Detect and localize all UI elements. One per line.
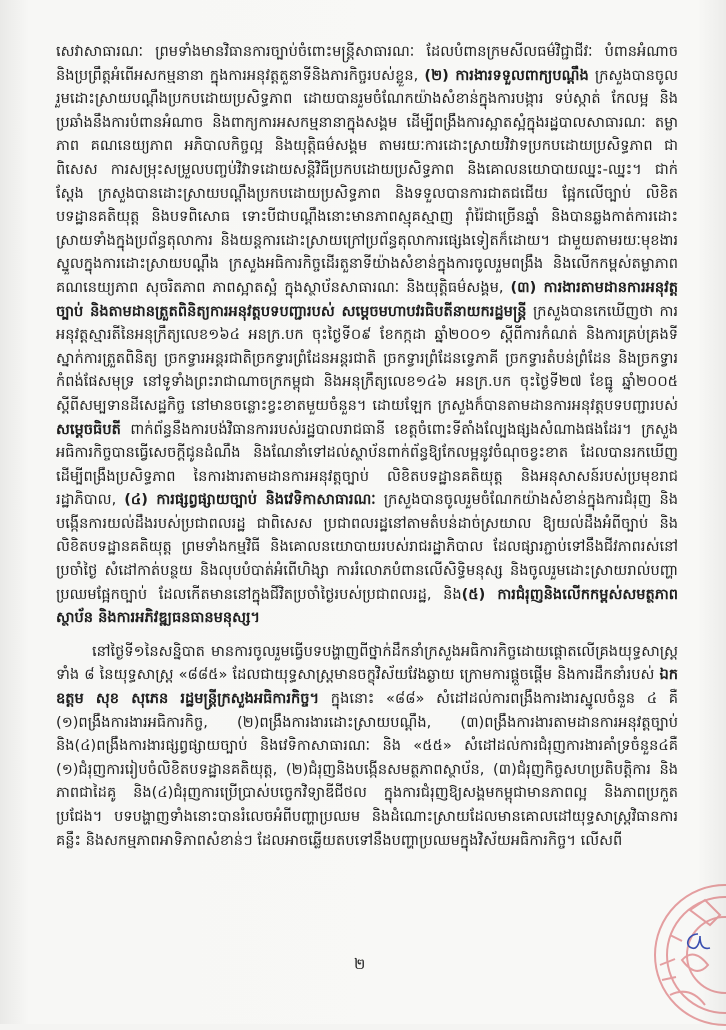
text-run: ក្រសួងបានចូលរួមចំណែកយ៉ាងសំខាន់ក្នុងការជំរុញ និងបង្កើនការយល់ដឹងរបស់ប្រជាពលរដ្ឋ ជាពិសេស ប្រជាពលរដ្ឋនៅតាមតំបន់ដាច់ស្រយាល ឱ្យយល់ដឹងអំពីច្បាប់ និងលិខិតបទដ្ឋានគតិយុត្ត ព្រមទាំងកម្មវិធី និងគោលនយោបាយរបស់រាជរដ្ឋាភិបាល ដែលផ្សារភ្ជាប់ទៅនឹងជីវភាពរស់នៅប្រចាំថ្ងៃ សំដៅកាត់បន្ថយ និងលុបបំបាត់អំពើហិង្សា ការរំលោភបំពានលើសិទ្ធិមនុស្ស និងចូលរួមដោះស្រាយរាល់បញ្ហាប្រឈមផ្អែកច្បាប់ ដែលកើតមាននៅក្នុងជីវិតប្រចាំថ្ងៃរបស់ប្រជាពលរដ្ឋ, និង [56, 491, 678, 603]
bold-heading-run: (៤) ការផ្សព្វផ្សាយច្បាប់ និងវេទិកាសាធារណៈ [124, 491, 376, 509]
text-run: នៅថ្ងៃទី១នៃសន្និបាត មានការចូលរួមធ្វើបទបង្ហាញពីថ្នាក់ដឹកនាំក្រសួងអធិការកិច្ចដោយផ្តោតលើគ្រងយុទ្ធសាស្ត្រទាំង ៨ នៃយុទ្ធសាស្ត្រ «៨៨៥» ដែលជាយុទ្ធសាស្ត្រមានចក្ខុវិស័យវែងឆ្ងាយ ក្រោមការផ្តួចផ្តើម និងការដឹកនាំរបស់ [56, 642, 678, 684]
text-run: សេវាសាធារណៈ ព្រមទាំងមានវិធានការច្បាប់ចំពោះមន្ត្រីសាធារណៈ ដែលបំពានក្រមសីលធម៌វិជ្ជាជីវៈ បំពានអំណាច និងប្រព្រឹត្តអំពើអសកម្មនានា ក្នុងការអនុវត្តតួនាទីនិងភារកិច្ចរបស់ខ្លួន, [56, 43, 678, 84]
bold-heading-run: (៣) ការងារតាមដានការអនុវត្តច្បាប់ និងតាមដានត្រួតពិនិត្យការអនុវត្តបទបញ្ជារបស់ សម្តេចមហាបវរធិបតីនាយករដ្ឋមន្ត្រី [56, 278, 678, 320]
bold-heading-run: (២) ការងារទទួលពាក្យបណ្តឹង [424, 66, 589, 84]
text-run: ក្រសួងបានចូលរួមដោះស្រាយបណ្តឹងប្រកបដោយប្រសិទ្ធភាព ដោយបានរួមចំណែកយ៉ាងសំខាន់ក្នុងការបង្ការ ទប់ស្កាត់ កែលម្អ និង ប្រឆាំងនឹងការបំពានអំណាច និងពាក្យការអសកម្មនានាក្នុងសង្គម ដើម្បីពង្រឹងការស្អាតស្អំក្នុងរដ្ឋបាលសាធារណៈ តម្លាភាព គណនេយ្យភាព អភិបាលកិច្ចល្អ និងយុត្តិធម៌សង្គម តាមរយៈការដោះស្រាយវិវាទប្រកបដោយប្រសិទ្ធភាព ជាពិសេស ការសម្រុះសម្រួលបញ្ចប់វិវាទដោយសន្តិវិធីប្រកបដោយប្រសិទ្ធភាព និងគោលនយោបាយឈ្នះ-ឈ្នះ។ ជាក់ស្តែង ក្រសួងបានដោះស្រាយបណ្តឹងប្រកបដោយប្រសិទ្ធភាព និងទទួលបានការជាតជជើយ ផ្អែកលើច្បាប់ លិខិតបទដ្ឋានគតិយុត្ត និងបទពិសោធ ទោះបីជាបណ្តឹងនោះមានភាពស្មុគស្មាញ រ៉ាំរ៉ៃជាច្រើនឆ្នាំ និងបានឆ្លងកាត់ការដោះស្រាយទាំងក្នុងប្រព័ន្ធតុលាការ និងយន្តការដោះស្រាយក្រៅប្រព័ន្ធតុលាការផ្សេងទៀតក៏ដោយ។ ជាមួយតាមរយៈមុខងារស្នួលក្នុងការដោះស្រាយបណ្តឹង ក្រសួងអធិការកិច្ចដើរតួនាទីយ៉ាងសំខាន់ក្នុងការចូលរួមពង្រឹង និងលើកកម្ពស់តម្លាភាព គណនេយ្យភាព សុចរិតភាព ភាពស្អាតស្អំ ក្នុងស្ថាប័នសាធារណៈ និងយុត្តិធម៌សង្គម, [56, 66, 678, 296]
text-run: ក្រសួងបានកេឃើញថា ការអនុវត្តស្មារតីនៃអនុក្រឹត្យលេខ១៦៤ អនក្រ.បក ចុះថ្ងៃទី០៩ ខែកក្កដា ឆ្នាំ២០០១ ស្តីពីការកំណត់ និងការគ្រប់គ្រងទីស្នាក់ការត្រួតពិនិត្យ ច្រកទ្វារអន្តរជាតិច្រកទ្វារព្រំដែនអន្តរជាតិ ច្រកទ្វារព្រំដែនទ្វេភាគី ច្រកទ្វារតំបន់ព្រំដែន និងច្រកទ្វារកំពង់ផែសមុទ្រ នៅទូទាំងព្រះរាជាណាចក្រកម្ពុជា និងអនុក្រឹត្យលេខ១៤៦ អនក្រ.បក ចុះថ្ងៃទី២៧ ខែធ្នូ ឆ្នាំ២០០៥ ស្តីពីសម្បទានដីសេដ្ឋកិច្ច នៅមានចន្លោះខ្វះខាតមួយចំនួន។ ដោយឡែក ក្រសួងក៏បានតាមដានការអនុវត្តបទបញ្ជារបស់ [56, 302, 678, 414]
bold-heading-run: ឯកឧត្តម សុខ សុភេន រដ្ឋមន្ត្រីក្រសួងអធិការកិច្ច។ [56, 666, 678, 708]
bold-heading-run: សម្តេចធិបតី [56, 420, 121, 438]
initial-signature [680, 928, 714, 956]
bold-heading-run: (៥) ការជំរុញនិងលើកកម្ពស់សមត្ថភាពស្ថាប័ន និងការអភិវឌ្ឍធនធានមនុស្ស។ [56, 585, 678, 627]
document-body [56, 40, 678, 852]
text-run: ពាក់ព័ន្ធនឹងការបង់វិធានការរបស់រដ្ឋបាលរាជធានី ខេត្តចំពោះទីតាំងល្បែងផ្សងសំណាងផងដែរ។ ក្រសួងអធិការកិច្ចបានធ្វើសេចក្តីជូនដំណឹង និងណែនាំទៅដល់ស្ថាប័នពាក់ព័ន្ធឱ្យកែលម្អនូវចំណុចខ្វះខាត ដែលបានរកឃើញ ដើម្បីពង្រឹងប្រសិទ្ធភាព នៃការងារតាមដានការអនុវត្តច្បាប់ លិខិតបទដ្ឋានគតិយុត្ត និងអនុសាសន៍របស់ប្រមុខរាជរដ្ឋាភិបាល, [56, 420, 678, 509]
body-paragraph-2 [56, 640, 678, 852]
page-number: ២ [354, 955, 366, 973]
body-paragraph-1 [56, 40, 678, 630]
text-run: ក្នុងនោះ «៨៨» សំដៅដល់ការពង្រឹងការងារស្នូលចំនួន ៤ គឺ (១)ពង្រឹងការងារអធិការកិច្ច, (២)ពង្រឹងការងារដោះស្រាយបណ្តឹង, (៣)ពង្រឹងការងារតាមដានការអនុវត្តច្បាប់ និង(៤)ពង្រឹងការងារផ្សព្វផ្សាយច្បាប់ និងវេទិកាសាធារណៈ និង «៥៥» សំដៅដល់ការជំរុញការងារគាំទ្រចំនួន៤គឺ (១)ជំរុញការរៀបចំលិខិតបទដ្ឋានគតិយុត្ត, (២)ជំរុញនិងបង្កើនសមត្ថភាពស្ថាប័ន, (៣)ជំរុញកិច្ចសហប្រតិបត្តិការ និងភាពជាដៃគូ និង(៤)ជំរុញការប្រើប្រាស់បច្ចេកវិទ្យាឌីជីថល ក្នុងការជំរុញឱ្យសង្គមកម្ពុជាមានភាពល្អ និងភាពប្រកួតប្រជែង។ បទបង្ហាញទាំងនោះបានរំលេចអំពីបញ្ហាប្រឈម និងដំណោះស្រាយដែលមានគោលដៅយុទ្ធសាស្ត្រវិធានការគន្លឹះ និងសកម្មភាពអាទិភាពសំខាន់ៗ ដែលអាចឆ្លើយតបទៅនឹងបញ្ហាប្រឈមក្នុងវិស័យអធិការកិច្ច។ លើសពី [56, 690, 678, 849]
